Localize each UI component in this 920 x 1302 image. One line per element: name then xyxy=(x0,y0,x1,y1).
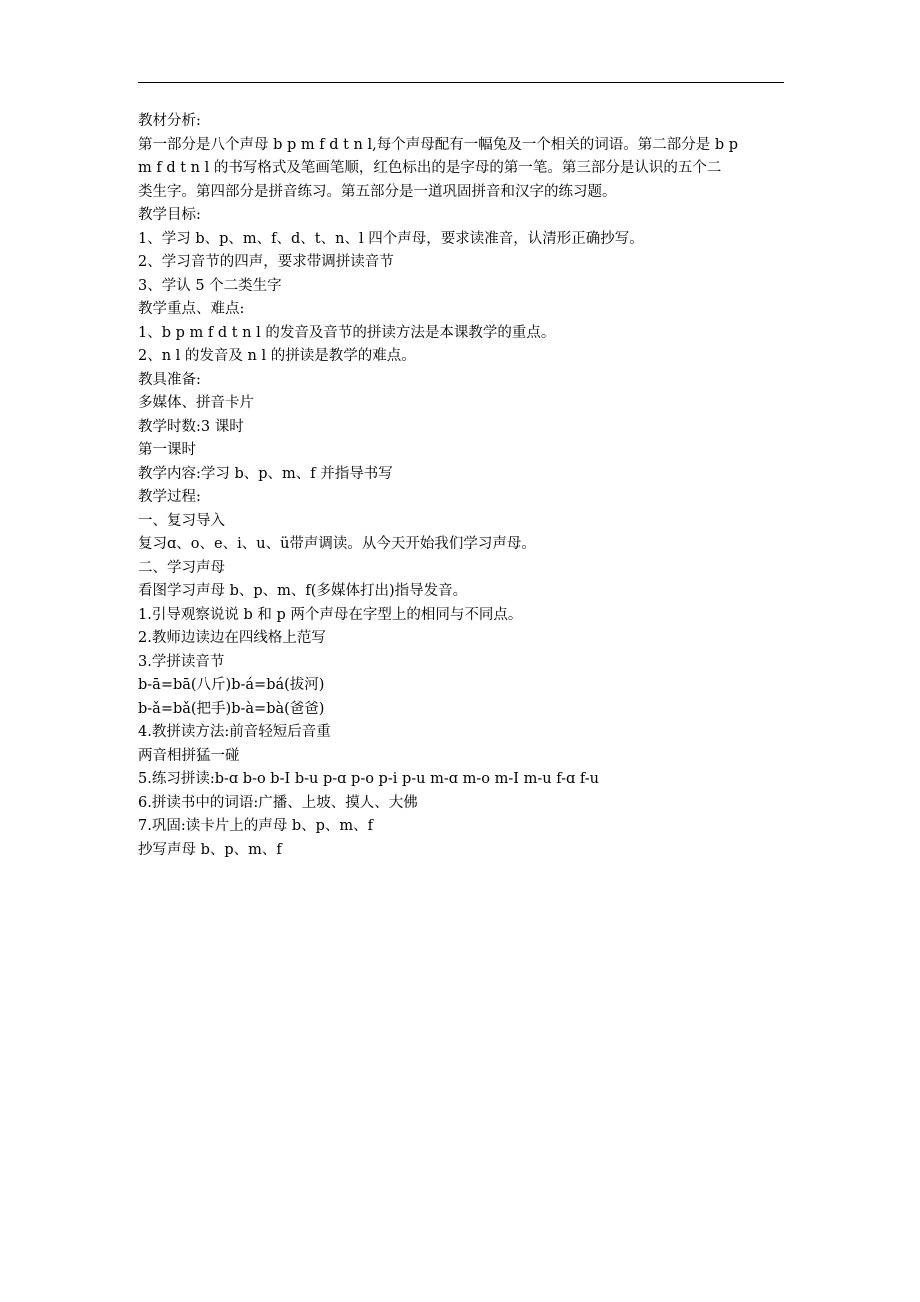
key-point-item: 1、b p m f d t n l 的发音及音节的拼读方法是本课教学的重点。 xyxy=(138,324,556,341)
document-body xyxy=(138,110,784,862)
paragraph-line: 复习ɑ、o、e、i、u、ü带声调读。从今天开始我们学习声母。 xyxy=(138,536,536,552)
teaching-content: 教学内容:学习 b、p、m、f 并指导书写 xyxy=(138,465,393,482)
step-item: 7.巩固:读卡片上的声母 b、p、m、f xyxy=(138,818,374,834)
step-item: 1.引导观察说说 b 和 p 两个声母在字型上的相同与不同点。 xyxy=(138,606,523,623)
step-item: 5.练习拼读:b-ɑ b-o b-I b-u p-ɑ p-o p-i p-u m-ɑ m-o m-I m-u f-ɑ f-u xyxy=(138,771,599,787)
paragraph-line: 两音相拼猛一碰 xyxy=(138,747,240,764)
key-point-item: 2、n l 的发音及 n l 的拼读是教学的难点。 xyxy=(138,348,416,364)
paragraph-line: 第一部分是八个声母 b p m f d t n l,每个声母配有一幅兔及一个相关的词语。第二部分是 b p xyxy=(138,136,739,153)
heading-teaching-goals: 教学目标: xyxy=(138,207,201,223)
heading-first-lesson: 第一课时 xyxy=(138,442,196,458)
paragraph-line: 多媒体、拼音卡片 xyxy=(138,395,254,411)
goal-item: 2、学习音节的四声，要求带调拼读音节 xyxy=(138,254,394,270)
section-heading: 一、复习导入 xyxy=(138,512,225,529)
paragraph-line: 类生字。第四部分是拼音练习。第五部分是一道巩固拼音和汉字的练习题。 xyxy=(138,183,617,200)
heading-textbook-analysis: 教材分析: xyxy=(138,113,201,129)
heading-key-points: 教学重点、难点: xyxy=(138,301,245,317)
step-item: 6.拼读书中的词语:广播、上坡、摸人、大佛 xyxy=(138,794,418,811)
paragraph-line: 抄写声母 b、p、m、f xyxy=(138,841,282,858)
step-item: 3.学拼读音节 xyxy=(138,653,225,670)
header-rule xyxy=(138,82,784,83)
heading-teaching-process: 教学过程: xyxy=(138,489,201,505)
pinyin-example: b-ā=bā(八斤)b-á=bá(拔河) xyxy=(138,677,325,693)
goal-item: 3、学认 5 个二类生字 xyxy=(138,277,282,294)
step-item: 2.教师边读边在四线格上范写 xyxy=(138,630,326,646)
section-heading: 二、学习声母 xyxy=(138,559,225,576)
heading-teaching-aids: 教具准备: xyxy=(138,371,201,388)
teaching-hours: 教学时数:3 课时 xyxy=(138,418,244,435)
paragraph-line: m f d t n l 的书写格式及笔画笔顺，红色标出的是字母的第一笔。第三部分是认识的五个二 xyxy=(138,160,722,176)
pinyin-example: b-ǎ=bǎ(把手)b-à=bà(爸爸) xyxy=(138,700,325,717)
paragraph-line: 看图学习声母 b、p、m、f(多媒体打出)指导发音。 xyxy=(138,583,468,599)
goal-item: 1、学习 b、p、m、f、d、t、n、l 四个声母，要求读准音，认清形正确抄写。 xyxy=(138,230,644,247)
step-item: 4.教拼读方法:前音轻短后音重 xyxy=(138,724,331,740)
